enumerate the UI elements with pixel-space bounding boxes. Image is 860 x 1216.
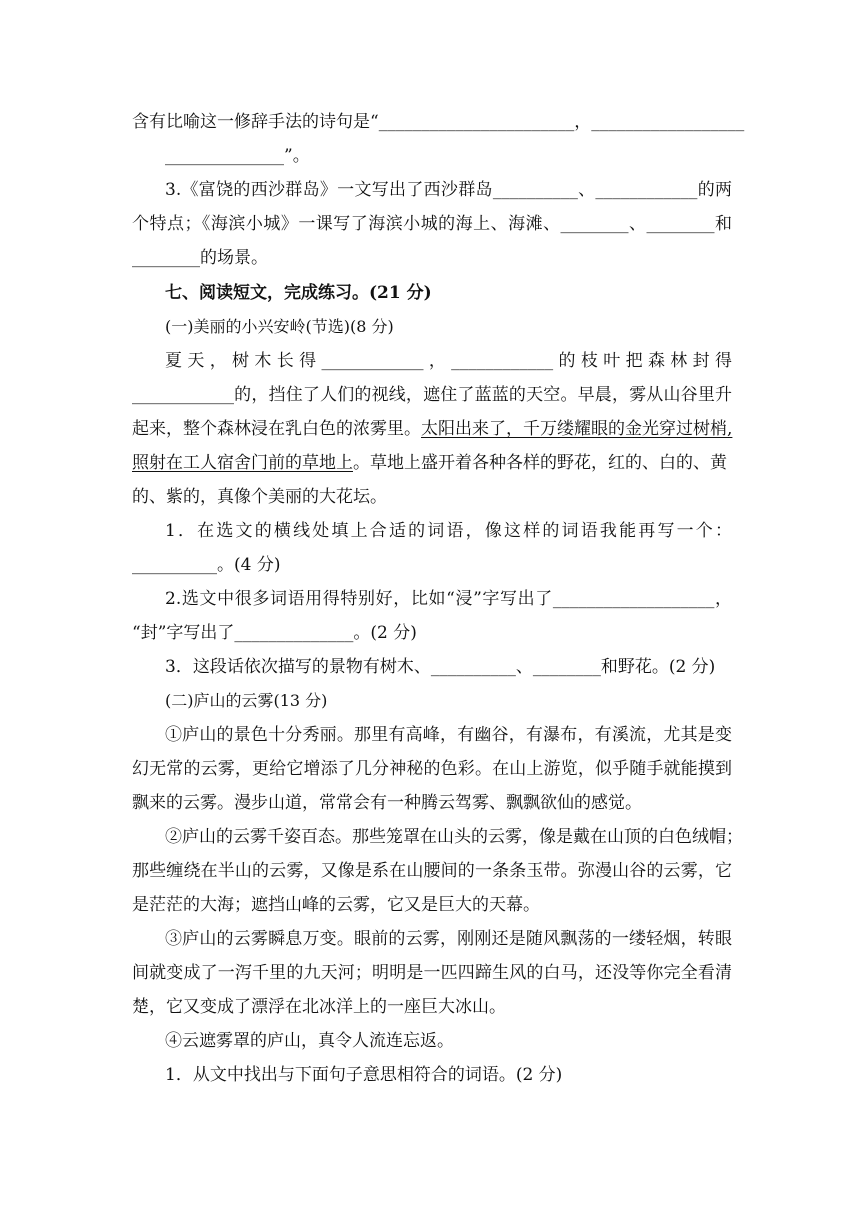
passage-2-line: ①庐山的景色十分秀丽。那里有高峰，有幽谷，有瀑布，有溪流，尤其是变 xyxy=(165,725,732,745)
fill-blank-line: 含有比喻这一修辞手法的诗句是“_______________________，__________________ xyxy=(132,112,745,132)
question-3-line: 3.《富饶的西沙群岛》一文写出了西沙群岛__________、____________的两 xyxy=(165,180,732,200)
passage-1-title: (一)美丽的小兴安岭(节选)(8 分) xyxy=(165,317,394,336)
passage-2-line: 是茫茫的大海；遮挡山峰的云雾，它又是巨大的天幕。 xyxy=(132,895,540,915)
passage-2-line: 楚，它又变成了漂浮在北冰洋上的一座巨大冰山。 xyxy=(132,997,506,1017)
question-line: “封”字写出了______________。(2 分) xyxy=(132,623,417,643)
fill-blank-line: ______________”。 xyxy=(165,146,310,166)
passage-2-line: 间就变成了一泻千里的九天河；明明是一匹四蹄生风的白马，还没等你完全看清 xyxy=(132,963,732,983)
question-3-line: ________的场景。 xyxy=(132,248,268,268)
passage-1-line: 夏天，树木长得____________，____________的枝叶把森林封得 xyxy=(165,351,732,371)
passage-text: 起来，整个森林浸在乳白色的浓雾里。 xyxy=(132,419,421,439)
question-3-line: 个特点；《海滨小城》一课写了海滨小城的海上、海滩、________、________和 xyxy=(132,214,732,234)
question-line: 1．在选文的横线处填上合适的词语，像这样的词语我能再写一个： xyxy=(165,521,732,541)
passage-1-line xyxy=(132,451,732,475)
passage-1-line xyxy=(132,417,732,441)
question-line: 2.选文中很多词语用得特别好，比如“浸”字写出了___________________， xyxy=(165,589,732,609)
passage-2-line: ②庐山的云雾千姿百态。那些笼罩在山头的云雾，像是戴在山顶的白色绒帽； xyxy=(165,827,743,847)
underlined-sentence: 太阳出来了，千万缕耀眼的金光穿过树梢, xyxy=(421,419,733,439)
question-line: 3．这段话依次描写的景物有树木、__________、________和野花。(2 分) xyxy=(165,657,716,677)
passage-text: 。草地上盛开着各种各样的野花，红的、白的、黄 xyxy=(353,453,727,473)
underlined-sentence: 照射在工人宿舍门前的草地上 xyxy=(132,453,353,473)
question-line: 1．从文中找出与下面句子意思相符合的词语。(2 分) xyxy=(165,1065,563,1085)
passage-2-line: ④云遮雾罩的庐山，真令人流连忘返。 xyxy=(165,1031,454,1051)
passage-1-line: ____________的，挡住了人们的视线，遮住了蓝蓝的天空。早晨，雾从山谷里升 xyxy=(132,385,732,405)
section-heading: 七、阅读短文，完成练习。(21 分) xyxy=(165,283,432,303)
passage-2-line: 飘来的云雾。漫步山道，常常会有一种腾云驾雾、飘飘欲仙的感觉。 xyxy=(132,793,642,813)
question-line: __________。(4 分) xyxy=(132,555,281,575)
passage-2-title: (二)庐山的云雾(13 分) xyxy=(165,691,328,710)
passage-1-line: 的、紫的，真像个美丽的大花坛。 xyxy=(132,487,387,507)
passage-2-line: 那些缠绕在半山的云雾，又像是系在山腰间的一条条玉带。弥漫山谷的云雾，它 xyxy=(132,861,732,881)
passage-2-line: ③庐山的云雾瞬息万变。眼前的云雾，刚刚还是随风飘荡的一缕轻烟，转眼 xyxy=(165,929,732,949)
passage-2-line: 幻无常的云雾，更给它增添了几分神秘的色彩。在山上游览，似乎随手就能摸到 xyxy=(132,759,732,779)
